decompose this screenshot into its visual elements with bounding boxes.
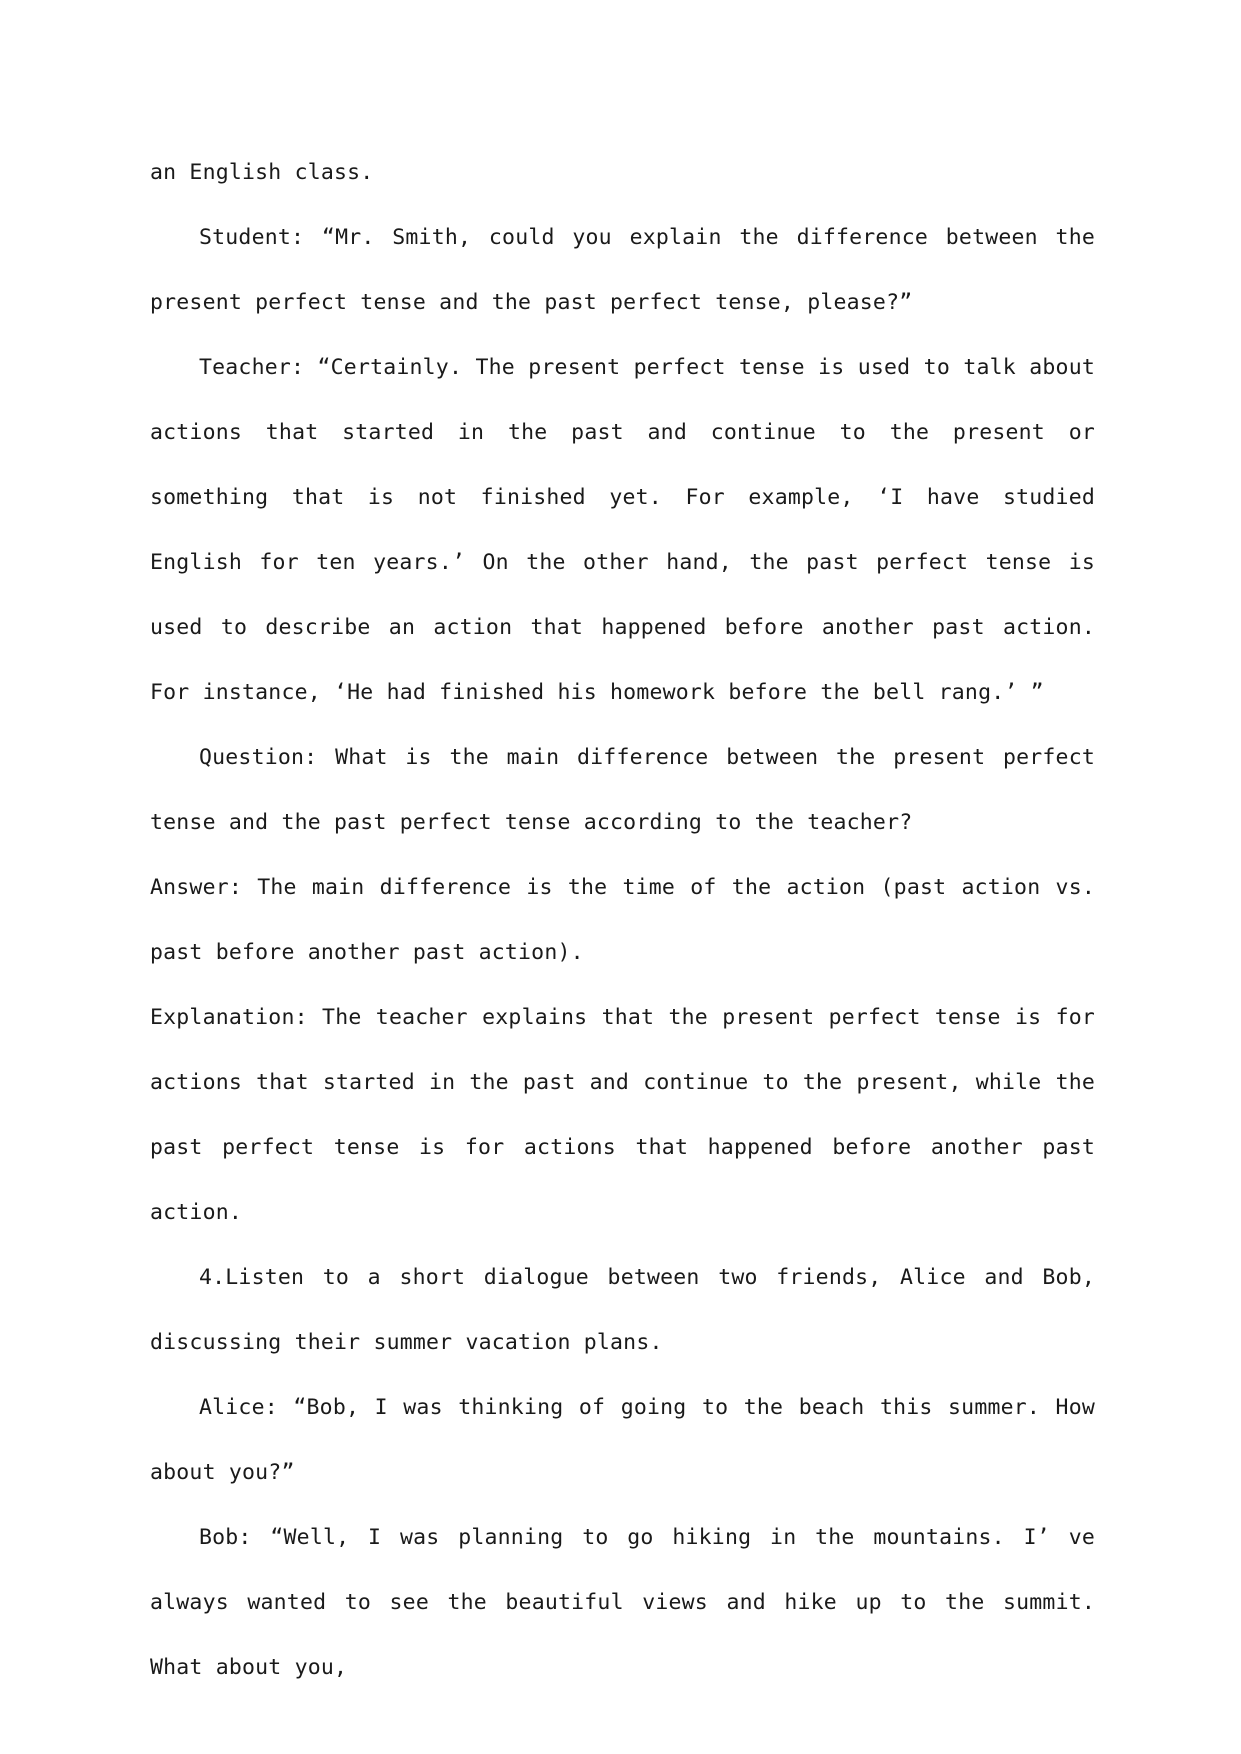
paragraph-question: Question: What is the main difference between the present perfect tense and the past perfect tense according to the teacher? [150, 745, 1095, 835]
paragraph-alice: Alice: “Bob, I was thinking of going to the beach this summer. How about you?” [150, 1395, 1095, 1485]
paragraph-item-4: 4.Listen to a short dialogue between two friends, Alice and Bob, discussing their summer vacation plans. [150, 1265, 1095, 1355]
paragraph-intro-continuation: an English class. [150, 160, 374, 185]
paragraph-teacher-answer: Teacher: “Certainly. The present perfect tense is used to talk about actions that started in the past and continue to the present or something that is not finished yet. For example, ‘I have studied English for ten years.’ On the other hand, the past perfect tense is used to describe an action that happened before another past action. For instance, ‘He had finished his homework before the bell rang.’ ” [150, 355, 1095, 705]
paragraph-answer: Answer: The main difference is the time of the action (past action vs. past before another past action). [150, 875, 1095, 965]
document-page [150, 140, 1095, 1700]
paragraph-student-question: Student: “Mr. Smith, could you explain the difference between the present perfect tense and the past perfect tense, please?” [150, 225, 1095, 315]
paragraph-explanation: Explanation: The teacher explains that the present perfect tense is for actions that started in the past and continue to the present, while the past perfect tense is for actions that happened before another past action. [150, 1005, 1095, 1225]
paragraph-bob: Bob: “Well, I was planning to go hiking in the mountains. I’ ve always wanted to see the beautiful views and hike up to the summit. What about you, [150, 1525, 1095, 1680]
